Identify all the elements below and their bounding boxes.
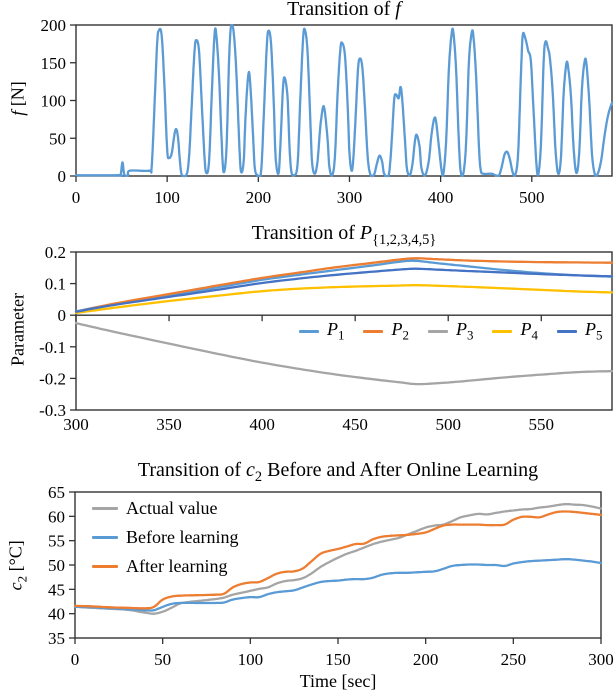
chart-f-y-axis-label: f [N] bbox=[7, 81, 28, 116]
x-tick-label: 450 bbox=[342, 415, 368, 434]
x-tick-label: 250 bbox=[500, 650, 527, 669]
y-tick-label: 0 bbox=[57, 306, 66, 326]
legend-label: $P_1$ bbox=[327, 319, 345, 343]
x-tick-label: 500 bbox=[435, 415, 461, 434]
x-tick-label: 500 bbox=[519, 188, 545, 207]
y-tick-label: -0.2 bbox=[39, 369, 66, 389]
chart-c2-canvas bbox=[0, 458, 616, 698]
y-tick-label: 40 bbox=[48, 604, 65, 624]
legend-color-dash bbox=[92, 565, 118, 568]
y-tick-label: 45 bbox=[48, 580, 65, 600]
x-tick-label: 400 bbox=[427, 188, 454, 207]
legend-label: $P_2$ bbox=[391, 319, 409, 343]
legend-item bbox=[299, 319, 344, 344]
y-tick-label: 50 bbox=[48, 556, 65, 575]
y-tick-label: 200 bbox=[40, 16, 66, 35]
legend-item bbox=[92, 556, 238, 577]
legend-item bbox=[363, 319, 408, 344]
legend-color-dash bbox=[428, 330, 448, 333]
legend-item bbox=[557, 319, 602, 344]
y-tick-label: 50 bbox=[49, 129, 66, 149]
chart-f-title: Transition of f bbox=[287, 0, 401, 20]
y-tick-label: 100 bbox=[40, 91, 66, 111]
legend-color-dash bbox=[299, 330, 319, 333]
x-tick-label: 300 bbox=[336, 188, 363, 207]
legend-label: After learning bbox=[126, 556, 228, 576]
chart-f-canvas bbox=[0, 0, 616, 222]
legend-item bbox=[428, 319, 473, 344]
y-tick-label: 60 bbox=[48, 507, 65, 527]
x-tick-label: 0 bbox=[70, 650, 80, 669]
chart-f bbox=[0, 0, 616, 222]
legend-label: Before learning bbox=[126, 527, 239, 547]
legend-item bbox=[92, 527, 238, 548]
series-line-f bbox=[76, 25, 612, 176]
time-axis-label: Time [sec] bbox=[299, 671, 377, 691]
legend-label: Actual value bbox=[126, 498, 218, 518]
legend-item bbox=[92, 498, 238, 519]
legend-color-dash bbox=[92, 536, 118, 539]
x-tick-label: 400 bbox=[249, 415, 275, 434]
x-tick-label: 300 bbox=[588, 650, 614, 669]
x-tick-label: 150 bbox=[325, 650, 351, 669]
chart-c2-title: Transition of $c_2$ Before and After Online Learning bbox=[137, 459, 539, 485]
y-tick-label: 150 bbox=[40, 53, 66, 73]
legend-color-dash bbox=[92, 507, 118, 510]
chart-c2 bbox=[0, 458, 616, 698]
y-tick-label: 55 bbox=[48, 531, 65, 551]
legend-color-dash bbox=[557, 330, 577, 333]
legend-item bbox=[492, 319, 537, 344]
x-tick-label: 350 bbox=[156, 415, 182, 434]
chart-c2-y-axis-label: $c_2$ [°C] bbox=[5, 540, 30, 591]
series-line-p2 bbox=[76, 258, 612, 312]
x-tick-label: 200 bbox=[412, 650, 439, 669]
y-tick-label: 0 bbox=[57, 167, 66, 186]
x-tick-label: 550 bbox=[528, 415, 555, 434]
chart-p-parameters bbox=[0, 222, 616, 458]
y-tick-label: 65 bbox=[48, 483, 65, 502]
legend-color-dash bbox=[363, 330, 383, 333]
y-tick-label: -0.1 bbox=[39, 337, 66, 357]
chart-p-y-axis-label: Parameter bbox=[7, 293, 28, 366]
chart-p-title: Transition of $P_{\{1,2,3,4,5\}}$ bbox=[251, 222, 437, 248]
y-tick-label: 35 bbox=[48, 629, 65, 648]
legend-color-dash bbox=[492, 330, 512, 333]
y-tick-label: 0.1 bbox=[44, 274, 66, 294]
y-tick-label: -0.3 bbox=[39, 401, 66, 420]
legend-label: $P_3$ bbox=[455, 319, 474, 343]
x-tick-label: 100 bbox=[154, 188, 180, 207]
x-tick-label: 100 bbox=[237, 650, 264, 669]
chart-c2-legend bbox=[92, 498, 238, 577]
y-tick-label: 0.2 bbox=[44, 243, 66, 262]
x-tick-label: 300 bbox=[63, 415, 89, 434]
legend-label: $P_4$ bbox=[520, 319, 538, 343]
x-tick-label: 50 bbox=[154, 650, 172, 669]
chart-p-legend bbox=[299, 319, 602, 344]
x-tick-label: 0 bbox=[71, 188, 81, 207]
x-tick-label: 200 bbox=[245, 188, 272, 207]
legend-label: $P_5$ bbox=[584, 319, 603, 343]
